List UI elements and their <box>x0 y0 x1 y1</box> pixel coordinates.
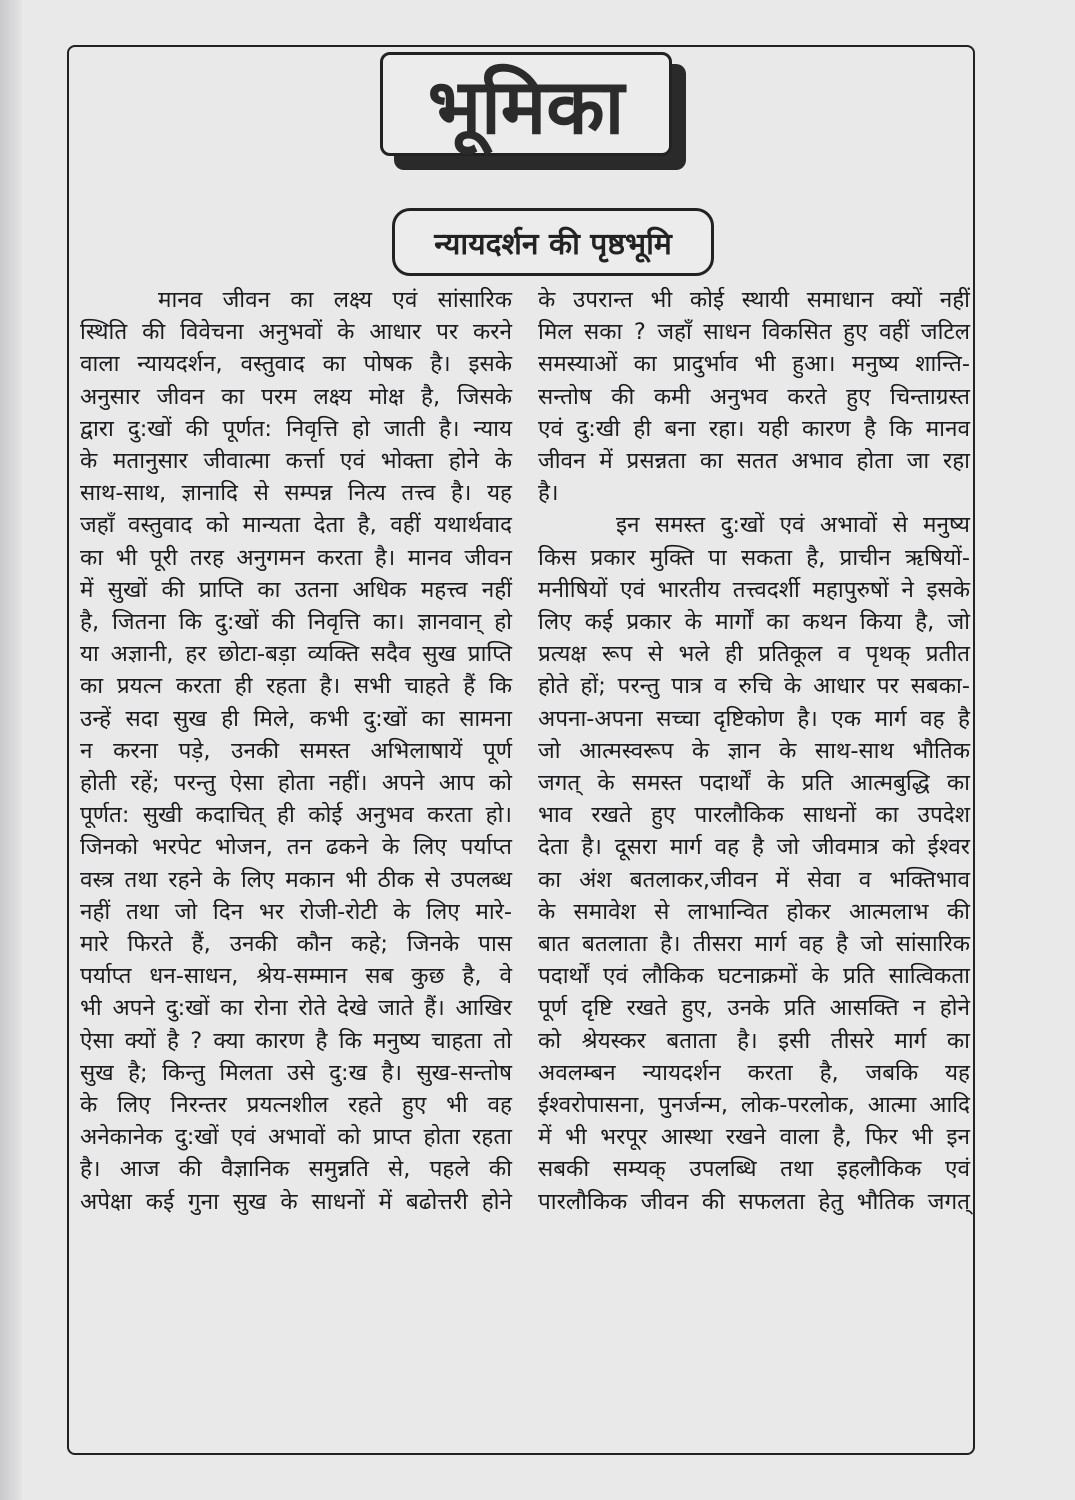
text-line: बात बतलाता है। तीसरा मार्ग वह है जो सांसारिक <box>538 931 970 958</box>
text-line: में भी भरपूर आस्था रखने वाला है, फिर भी इन <box>538 1124 970 1151</box>
text-line: वाला न्यायदर्शन, वस्तुवाद का पोषक है। इसके <box>80 351 512 378</box>
text-line: सन्तोष की कमी अनुभव करते हुए चिन्ताग्रस्त <box>538 383 970 410</box>
text-line: नहीं तथा जो दिन भर रोजी-रोटी के लिए मारे- <box>80 898 512 925</box>
text-line: मिल सका ? जहाँ साधन विकसित हुए वहीं जटिल <box>538 319 970 346</box>
text-line: मनीषियों एवं भारतीय तत्त्वदर्शी महापुरुषों ने इसके <box>538 576 970 603</box>
text-line: अपेक्षा कई गुना सुख के साधनों में बढोत्तरी होने <box>80 1188 512 1215</box>
text-line: देता है। दूसरा मार्ग वह है जो जीवमात्र को ईश्वर <box>538 834 970 861</box>
text-line: इन समस्त दु:खों एवं अभावों से मनुष्य <box>616 512 970 539</box>
page-spine-shadow <box>0 0 22 1500</box>
text-line: अनुसार जीवन का परम लक्ष्य मोक्ष है, जिसके <box>80 383 512 410</box>
text-line: के लिए निरन्तर प्रयत्नशील रहते हुए भी वह <box>80 1092 512 1119</box>
text-line: अवलम्बन न्यायदर्शन करता है, जबकि यह <box>538 1059 970 1086</box>
text-line: सुख है; किन्तु मिलता उसे दु:ख है। सुख-सन्तोष <box>80 1059 512 1086</box>
text-line: अनेकानेक दु:खों एवं अभावों को प्राप्त होता रहता <box>80 1124 512 1151</box>
text-line: होते हों; परन्तु पात्र व रुचि के आधार पर सबका- <box>538 673 970 700</box>
text-line: स्थिति की विवेचना अनुभवों के आधार पर करने <box>80 319 512 346</box>
text-line: को श्रेयस्कर बताता है। इसी तीसरे मार्ग का <box>538 1027 970 1054</box>
left-text-column <box>80 284 512 1218</box>
text-line: पदार्थों एवं लौकिक घटनाक्रमों के प्रति सात्विकता <box>538 963 970 990</box>
text-line: न करना पड़े, उनकी समस्त अभिलाषायें पूर्ण <box>80 737 512 764</box>
text-line: जगत् के समस्त पदार्थों के प्रति आत्मबुद्धि का <box>538 770 970 797</box>
text-line: या अज्ञानी, हर छोटा-बड़ा व्यक्ति सदैव सुख प्राप्ति <box>80 641 512 668</box>
right-text-column <box>538 284 970 1218</box>
page-title: भूमिका <box>380 52 672 156</box>
text-line: मानव जीवन का लक्ष्य एवं सांसारिक <box>158 287 512 313</box>
text-line: जहाँ वस्तुवाद को मान्यता देता है, वहीं यथार्थवाद <box>80 512 512 539</box>
text-line: के मतानुसार जीवात्मा कर्त्ता एवं भोक्ता होने के <box>80 448 512 475</box>
text-line: जीवन में प्रसन्नता का सतत अभाव होता जा रहा <box>538 448 970 475</box>
text-line: सबकी सम्यक् उपलब्धि तथा इहलौकिक एवं <box>538 1156 970 1183</box>
text-line: उन्हें सदा सुख ही मिले, कभी दु:खों का सामना <box>80 705 512 732</box>
title-banner <box>380 52 690 172</box>
text-line: पारलौकिक जीवन की सफलता हेतु भौतिक जगत् <box>538 1188 970 1215</box>
text-line: पर्याप्त धन-साधन, श्रेय-सम्मान सब कुछ है, वे <box>80 963 512 990</box>
text-line: ऐसा क्यों है ? क्या कारण है कि मनुष्य चाहता तो <box>80 1027 512 1054</box>
text-line: के उपरान्त भी कोई स्थायी समाधान क्यों नहीं <box>538 287 970 313</box>
text-line: जो आत्मस्वरूप के ज्ञान के साथ-साथ भौतिक <box>538 737 970 764</box>
text-line: है, जितना कि दु:खों की निवृत्ति का। ज्ञानवान् हो <box>80 609 512 636</box>
text-line: होती रहें; परन्तु ऐसा होता नहीं। अपने आप को <box>80 770 512 797</box>
text-line: लिए कई प्रकार के मार्गों का कथन किया है, जो <box>538 609 970 636</box>
text-line: समस्याओं का प्रादुर्भाव भी हुआ। मनुष्य शान्ति- <box>538 351 970 378</box>
text-line: के समावेश से लाभान्वित होकर आत्मलाभ की <box>538 898 970 925</box>
text-line: वस्त्र तथा रहने के लिए मकान भी ठीक से उपलब्ध <box>80 866 512 893</box>
text-line: मारे फिरते हैं, उनकी कौन कहे; जिनके पास <box>80 931 512 958</box>
text-line: में सुखों की प्राप्ति का उतना अधिक महत्त्व नहीं <box>80 576 512 603</box>
text-line: का अंश बतलाकर,जीवन में सेवा व भक्तिभाव <box>538 866 970 893</box>
text-line: जिनको भरपेट भोजन, तन ढकने के लिए पर्याप्त <box>80 834 512 861</box>
text-line: किस प्रकार मुक्ति पा सकता है, प्राचीन ऋषियों- <box>538 544 970 571</box>
text-line: साथ-साथ, ज्ञानादि से सम्पन्न नित्य तत्त्व है। यह <box>80 480 512 507</box>
text-line: ईश्वरोपासना, पुनर्जन्म, लोक-परलोक, आत्मा आदि <box>538 1092 970 1119</box>
text-line: का प्रयत्न करता ही रहता है। सभी चाहते हैं कि <box>80 673 512 700</box>
text-line: है। आज की वैज्ञानिक समुन्नति से, पहले की <box>80 1156 512 1183</box>
text-line: है। <box>538 480 559 507</box>
text-line: द्वारा दु:खों की पूर्णत: निवृत्ति हो जाती है। न्याय <box>80 415 512 442</box>
section-subtitle: न्यायदर्शन की पृष्ठभूमि <box>392 208 714 276</box>
text-line: प्रत्यक्ष रूप से भले ही प्रतिकूल व पृथक् प्रतीत <box>538 641 970 668</box>
text-line: भी अपने दु:खों का रोना रोते देखे जाते हैं। आखिर <box>80 995 512 1022</box>
text-line: भाव रखते हुए पारलौकिक साधनों का उपदेश <box>538 802 970 829</box>
text-line: पूर्णत: सुखी कदाचित् ही कोई अनुभव करता हो। <box>80 802 512 829</box>
text-line: का भी पूरी तरह अनुगमन करता है। मानव जीवन <box>80 544 512 571</box>
text-line: अपना-अपना सच्चा दृष्टिकोण है। एक मार्ग वह है <box>538 705 970 732</box>
text-line: पूर्ण दृष्टि रखते हुए, उनके प्रति आसक्ति न होने <box>538 995 970 1022</box>
text-line: एवं दु:खी ही बना रहा। यही कारण है कि मानव <box>538 415 970 442</box>
